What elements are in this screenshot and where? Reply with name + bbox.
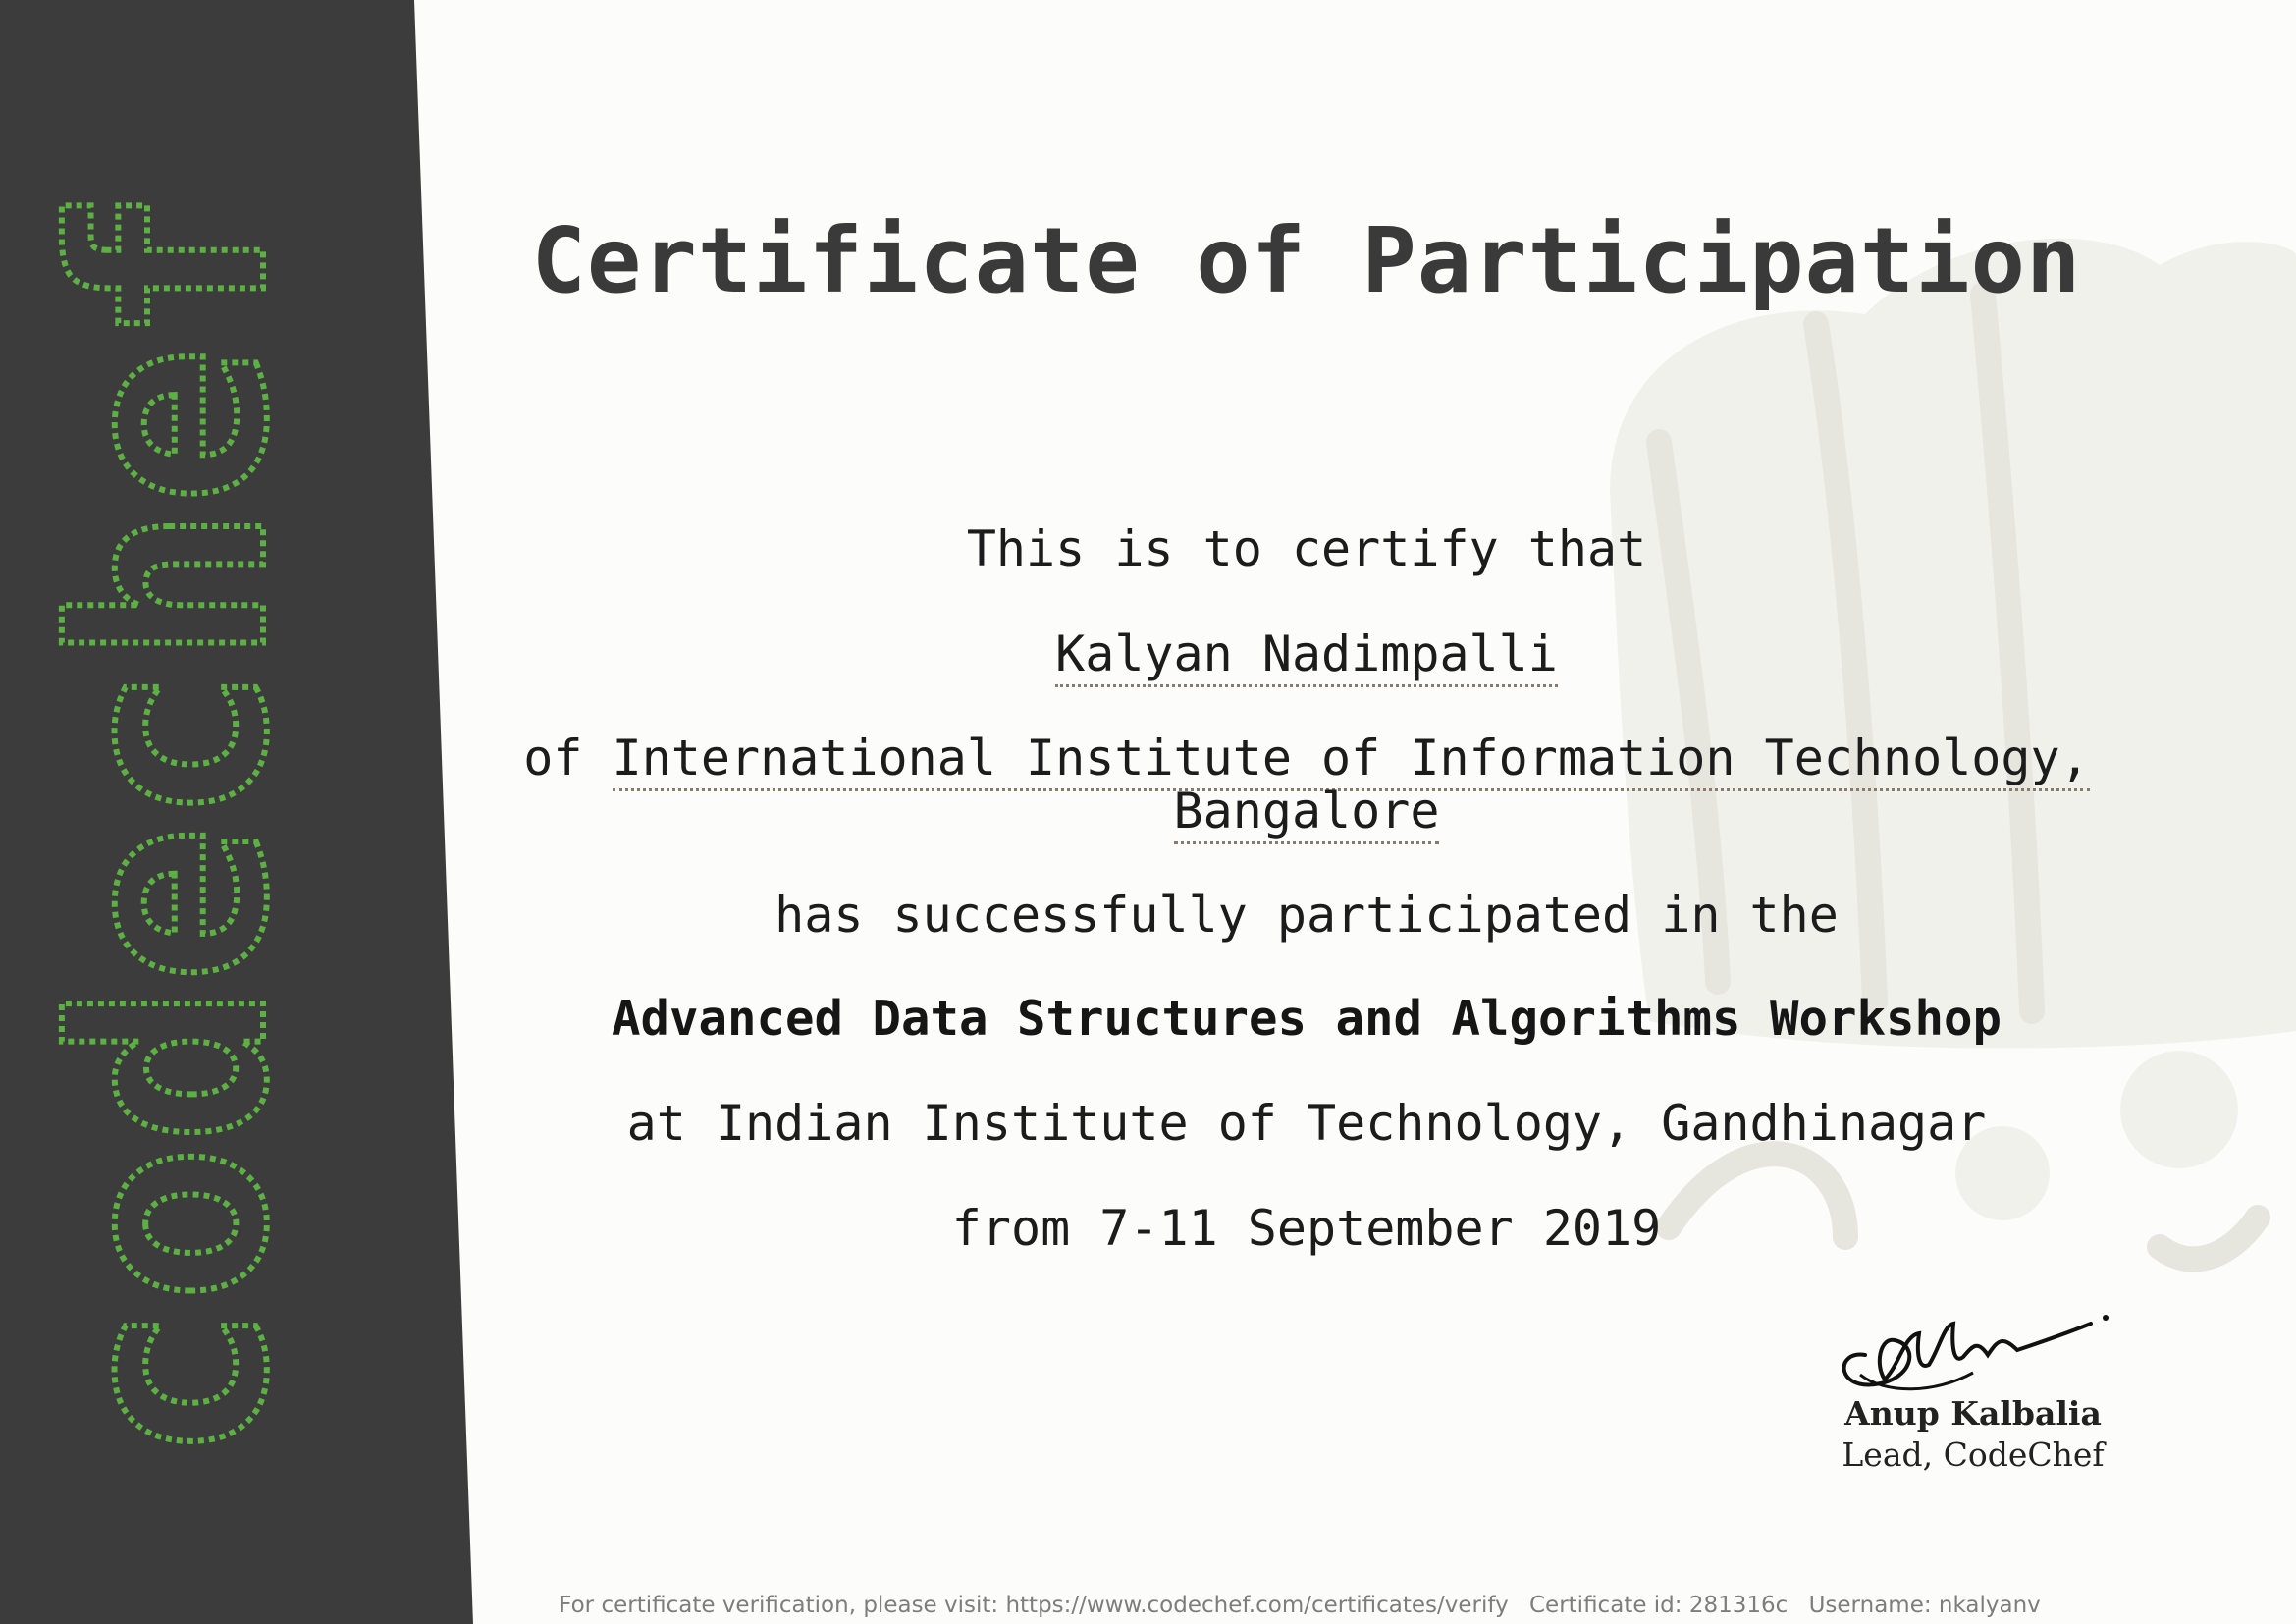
institution-name-part1: International Institute of Information Technology, — [613, 730, 2090, 791]
event-name: Advanced Data Structures and Algorithms Workshop — [611, 991, 2002, 1047]
codechef-logo — [17, 157, 332, 1463]
certificate-title: Certificate of Participation — [531, 208, 2082, 313]
institution-prefix: of — [523, 730, 583, 786]
verification-text: For certificate verification, please visit: https://www.codechef.com/certificates/verify — [559, 1593, 1509, 1618]
venue-line: at Indian Institute of Technology, Gandhinagar — [626, 1095, 1987, 1152]
signer-name: Anup Kalbalia — [1844, 1394, 2102, 1433]
date-line: from 7-11 September 2019 — [951, 1200, 1662, 1257]
recipient-name: Kalyan Nadimpalli — [1055, 625, 1558, 687]
certificate-id: Certificate id: 281316c — [1529, 1593, 1789, 1618]
recipient-line — [412, 625, 2201, 682]
codechef-logo-text: codechef — [17, 186, 326, 1463]
signer-role: Lead, CodeChef — [1842, 1435, 2105, 1474]
signature-image — [1826, 1296, 2120, 1402]
verification-footer — [412, 1593, 2201, 1618]
institution-name-part2: Bangalore — [1174, 783, 1440, 844]
username: Username: nkalyanv — [1808, 1593, 2041, 1618]
institution-line — [412, 731, 2201, 838]
participation-line: has successfully participated in the — [774, 887, 1839, 944]
certify-line: This is to certify that — [966, 520, 1647, 577]
